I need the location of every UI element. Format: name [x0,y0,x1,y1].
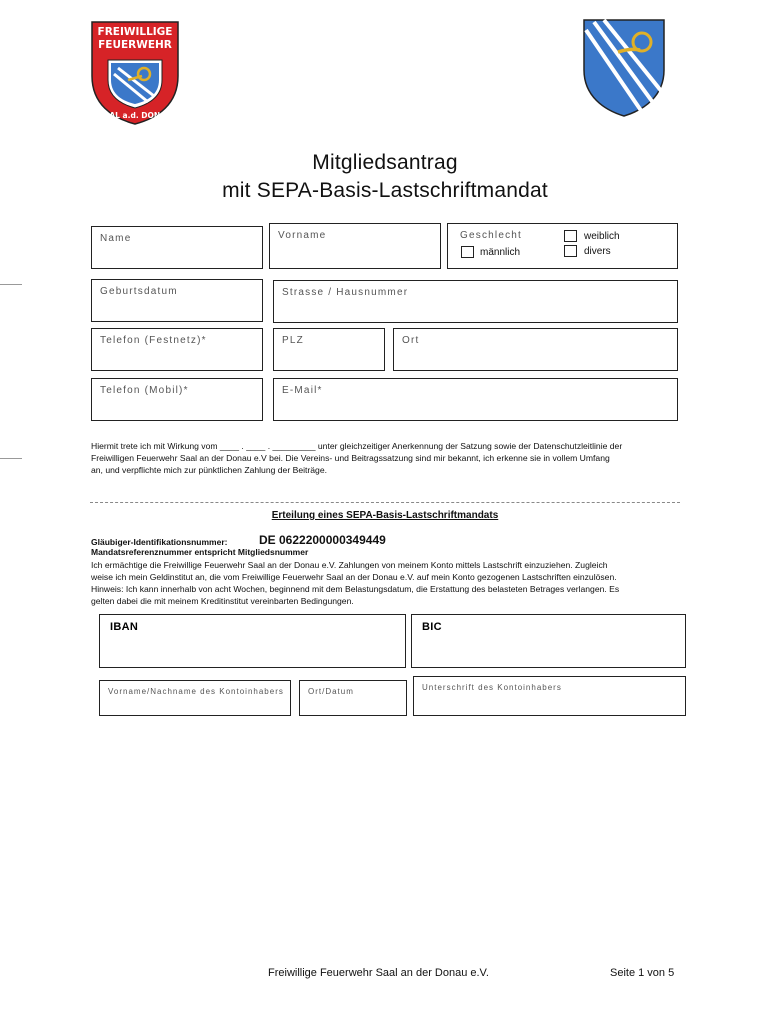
plz-label: PLZ [282,335,304,346]
sepa-heading: Erteilung eines SEPA-Basis-Lastschriftmandats [271,510,499,521]
telefon-mobil-label: Telefon (Mobil)* [100,385,189,396]
creditor-id-label: Gläubiger-Identifikationsnummer: [91,537,228,547]
email-field[interactable] [273,378,678,421]
creditor-id-value: DE 0622200000349449 [259,533,386,547]
sepa-text-line1: Ich ermächtige die Freiwillige Feuerwehr Saal an der Donau e.V. Zahlungen von meinem Konto mittels Lastschrift einzuziehen. Zugleich [91,560,608,570]
feuerwehr-emblem [88,18,182,126]
account-holder-field[interactable] [99,680,291,716]
geschlecht-group [447,223,678,269]
logo-text-line1: FREIWILLIGE [97,26,173,38]
margin-mark [0,458,22,459]
strasse-field[interactable] [273,280,678,323]
strasse-label: Strasse / Hausnummer [282,287,409,298]
sepa-text-line2: weise ich mein Geldinstitut an, die vom Freiwillige Feuerwehr Saal an der Donau e.V. auf mein Konto gezogenen Lastschriften einzulösen. [91,572,617,582]
declaration-line1: Hiermit trete ich mit Wirkung vom ____ . ____ . _________ unter gleichzeitiger Anerkennung der Satzung sowie der Datenschutzleitlinie der [91,441,623,451]
page-title-line2: mit SEPA-Basis-Lastschriftmandat [222,179,548,202]
ort-field[interactable] [393,328,678,371]
account-holder-label: Vorname/Nachname des Kontoinhabers [108,687,284,696]
footer-page-number: Seite 1 von 5 [610,967,675,979]
sepa-text-line3: Hinweis: Ich kann innerhalb von acht Wochen, beginnend mit dem Belastungsdatum, die Erstattung des belasteten Betrages verlangen. Es [91,584,620,594]
bic-label: BIC [422,621,442,633]
geburtsdatum-label: Geburtsdatum [100,286,178,297]
logo-text-line3: SAAL a.d. DONAU [98,111,172,120]
iban-label: IBAN [110,621,139,633]
ort-label: Ort [402,335,420,346]
divers-label: divers [584,246,611,257]
telefon-festnetz-field[interactable] [91,328,263,371]
declaration-line3: an, und verpflichte mich zur pünktlichen Zahlung der Beiträge. [91,465,327,475]
section-divider [90,502,680,503]
maennlich-checkbox[interactable] [461,246,474,258]
bic-field[interactable] [411,614,686,668]
email-label: E-Mail* [282,385,323,396]
footer-org: Freiwillige Feuerwehr Saal an der Donau e.V. [268,967,489,979]
vorname-field[interactable] [269,223,441,269]
place-date-label: Ort/Datum [308,687,354,696]
divers-checkbox[interactable] [564,245,577,257]
declaration-text [91,440,701,476]
geburtsdatum-field[interactable] [91,279,263,322]
iban-field[interactable] [99,614,406,668]
signature-field[interactable] [413,676,686,716]
sepa-text [91,559,701,607]
name-label: Name [100,233,132,244]
telefon-festnetz-label: Telefon (Festnetz)* [100,335,207,346]
margin-mark [0,284,22,285]
geschlecht-label: Geschlecht [460,230,523,241]
vorname-label: Vorname [278,230,327,241]
mandate-reference: Mandatsreferenznummer entspricht Mitgliedsnummer [91,547,309,557]
sepa-text-line4: gelten dabei die mit meinem Kreditinstitut vereinbarten Bedingungen. [91,596,354,606]
signature-label: Unterschrift des Kontoinhabers [422,683,562,692]
plz-field[interactable] [273,328,385,371]
coat-of-arms-emblem [582,18,666,118]
place-date-field[interactable] [299,680,407,716]
telefon-mobil-field[interactable] [91,378,263,421]
name-field[interactable] [91,226,263,269]
weiblich-checkbox[interactable] [564,230,577,242]
page-title-line1: Mitgliedsantrag [312,151,458,174]
logo-text-line2: FEUERWEHR [98,39,172,51]
weiblich-label: weiblich [584,231,620,242]
maennlich-label: männlich [480,247,521,258]
declaration-line2: Freiwilligen Feuerwehr Saal an der Donau e.V bei. Die Vereins- und Beitragssatzung sind mir bekannt, ich erkenne sie in vollem Umfang [91,453,610,463]
